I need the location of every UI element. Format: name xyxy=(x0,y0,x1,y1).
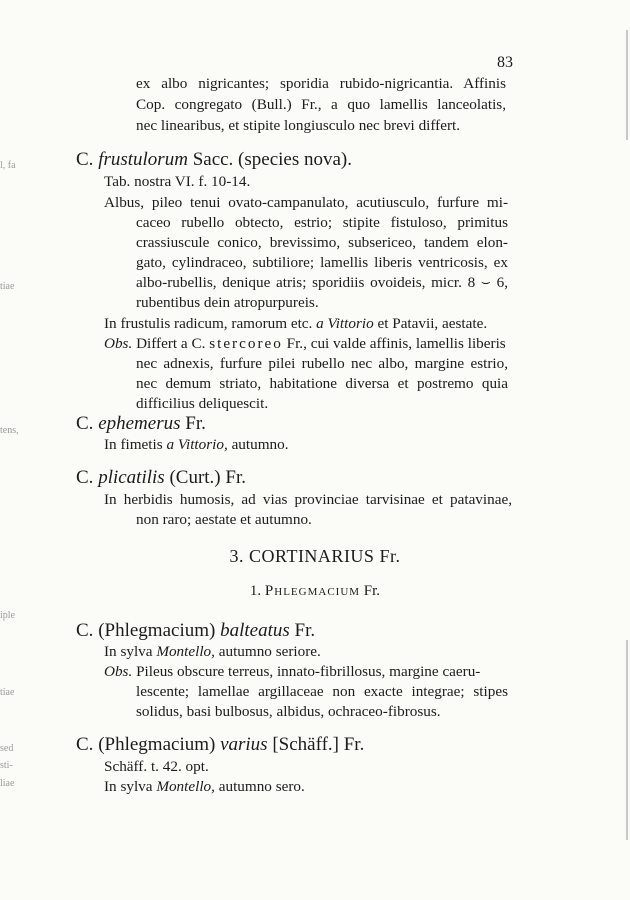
species-heading xyxy=(76,734,364,756)
page-number: 83 xyxy=(497,54,513,71)
description-line: albo-rubellis, denique atris; sporidiis ovoideis, micr. 8 ⌣ 6, xyxy=(136,274,508,291)
description-line: crassiuscule conico, brevissimo, subsericeo, tandem elon- xyxy=(136,234,508,251)
habitat-line: In sylva Montello, autumno sero. xyxy=(104,778,305,795)
species-heading xyxy=(76,149,352,171)
description-line: Albus, pileo tenui ovato-campanulato, acutiusculo, furfure mi- xyxy=(104,194,508,211)
habitat-line: non raro; aestate et autumno. xyxy=(136,511,312,528)
description-line: caceo rubello obtecto, estrio; stipite fistuloso, primitus xyxy=(136,214,508,231)
species-heading xyxy=(76,413,206,435)
species-name: balteatus xyxy=(220,620,290,641)
margin-fragment: tens, xyxy=(0,425,19,436)
page-edge-mark xyxy=(626,640,628,840)
observation-line: difficilius deliquescit. xyxy=(136,395,269,412)
margin-fragment: l, fa xyxy=(0,160,16,171)
genus-abbrev: C. xyxy=(76,620,94,641)
intro-line: ex albo nigricantes; sporidia rubido-nigricantia. Affinis xyxy=(136,75,506,92)
genus-abbrev: C. xyxy=(76,734,94,755)
species-name: frustulorum xyxy=(98,149,188,170)
habitat-line: In frustulis radicum, ramorum etc. a Vittorio et Patavii, aestate. xyxy=(104,315,488,332)
species-author: (Curt.) Fr. xyxy=(169,467,246,488)
section-title: 3. CORTINARIUS Fr. xyxy=(229,546,401,566)
genus-abbrev: C. xyxy=(76,467,94,488)
intro-line: nec linearibus, et stipite longiusculo nec brevi differt. xyxy=(136,117,461,134)
habitat-line: In sylva Montello, autumno seriore. xyxy=(104,643,321,660)
genus-abbrev: C. xyxy=(76,413,94,434)
species-name: varius xyxy=(220,734,268,755)
species-name: plicatilis xyxy=(98,467,165,488)
genus-abbrev: C. xyxy=(76,149,94,170)
species-author: Sacc. (species nova). xyxy=(192,149,353,170)
subgenus: (Phlegmacium) xyxy=(98,620,216,641)
subsection-title: 1. Phlegmacium Fr. xyxy=(249,583,381,599)
intro-line: Cop. congregato (Bull.) Fr., a quo lamellis lanceolatis, xyxy=(136,96,506,113)
margin-fragment: tiae xyxy=(0,281,15,292)
obs-label: Obs. xyxy=(104,663,133,680)
obs-label: Obs. xyxy=(104,335,133,352)
subgenus: (Phlegmacium) xyxy=(98,734,216,755)
species-author: Fr. xyxy=(294,620,316,641)
observation-line: nec adnexis, furfure pilei rubello nec albo, margine estrio, xyxy=(136,355,508,372)
observation-line: solidus, basi bulbosus, albidus, ochraceo-fibrosus. xyxy=(136,703,441,720)
margin-fragment: iple xyxy=(0,610,15,621)
species-heading xyxy=(76,467,246,489)
plate-reference: Tab. nostra VI. f. 10-14. xyxy=(104,173,251,190)
observation-line: lescente; lamellae argillaceae non exacte integrae; stipes xyxy=(136,683,508,700)
observation-line: Obs. Pileus obscure terreus, innato-fibrillosus, margine caeru- xyxy=(104,663,481,680)
habitat-line: In fimetis a Vittorio, autumno. xyxy=(104,436,289,453)
species-author: Fr. xyxy=(185,413,206,434)
description-line: gato, cylindraceo, subtiliore; lamellis liberis ventricosis, ex xyxy=(136,254,508,271)
plate-reference: Schäff. t. 42. opt. xyxy=(104,758,209,775)
margin-fragment: sed xyxy=(0,743,14,754)
page-edge-mark xyxy=(626,30,628,140)
species-heading xyxy=(76,620,315,642)
margin-fragment: sti- xyxy=(0,760,13,771)
observation-line: nec demum striato, habitatione diversa et postremo quia xyxy=(136,375,508,392)
description-line: rubentibus dein atropurpureis. xyxy=(136,294,319,311)
margin-fragment: liae xyxy=(0,778,15,789)
species-name: ephemerus xyxy=(98,413,181,434)
margin-fragment: tiae xyxy=(0,687,15,698)
habitat-line: In herbidis humosis, ad vias provinciae tarvisinae et patavinae, xyxy=(104,491,512,508)
observation-line: Obs. Differt a C. stercoreo Fr., cui valde affinis, lamellis liberis xyxy=(104,335,506,352)
species-author: [Schäff.] Fr. xyxy=(272,734,365,755)
